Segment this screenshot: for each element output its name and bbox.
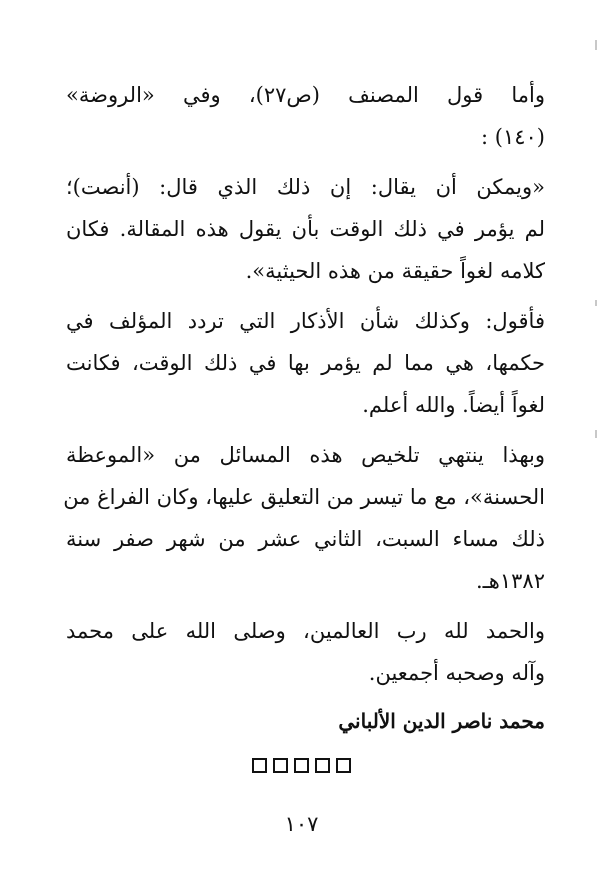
paragraph-1-line-1: وأما قول المصنف (ص٢٧)، وفي «الروضة» [66, 83, 545, 107]
paragraph-5-line-1: والحمد لله رب العالمين، وصلى الله على محمد [66, 619, 545, 643]
scan-edge-mark [595, 300, 597, 306]
paragraph-3-line-2: حكمها، هي مما لم يؤمر بها في ذلك الوقت، فكانت [66, 351, 545, 375]
page-number: ١٠٧ [284, 812, 319, 836]
paragraph-4-line-1: وبهذا ينتهي تلخيص هذه المسائل من «الموعظة [66, 443, 545, 467]
paragraph-5-line-2: وآله وصحبه أجمعين. [368, 661, 545, 685]
paragraph-3-line-1: فأقول: وكذلك شأن الأذكار التي تردد المؤلف في [66, 309, 545, 333]
separator-square [252, 758, 267, 773]
separator-square [336, 758, 351, 773]
paragraph-1-line-2: (١٤٠) : [481, 125, 545, 149]
paragraph-4-line-3: ذلك مساء السبت، الثاني عشر من شهر صفر سنة [66, 527, 545, 551]
paragraph-3-line-3: لغواً أيضاً. والله أعلم. [362, 393, 545, 417]
author-signature: محمد ناصر الدين الألباني [338, 709, 545, 733]
separator-square [273, 758, 288, 773]
separator-square [294, 758, 309, 773]
paragraph-2-line-1: «ويمكن أن يقال: إن ذلك الذي قال: (أنصت)؛ [66, 175, 545, 199]
scan-edge-mark [595, 40, 597, 50]
scan-edge-mark [595, 430, 597, 438]
section-separator [0, 758, 603, 773]
separator-square [315, 758, 330, 773]
paragraph-2-line-3: كلامه لغواً حقيقة من هذه الحيثية». [245, 259, 545, 283]
paragraph-4-line-4: ١٣٨٢هـ. [475, 569, 545, 593]
paragraph-2-line-2: لم يؤمر في ذلك الوقت بأن يقول هذه المقالة. فكان [66, 217, 545, 241]
paragraph-4-line-2: الحسنة»، مع ما تيسر من التعليق عليها، وكان الفراغ من [63, 485, 545, 509]
